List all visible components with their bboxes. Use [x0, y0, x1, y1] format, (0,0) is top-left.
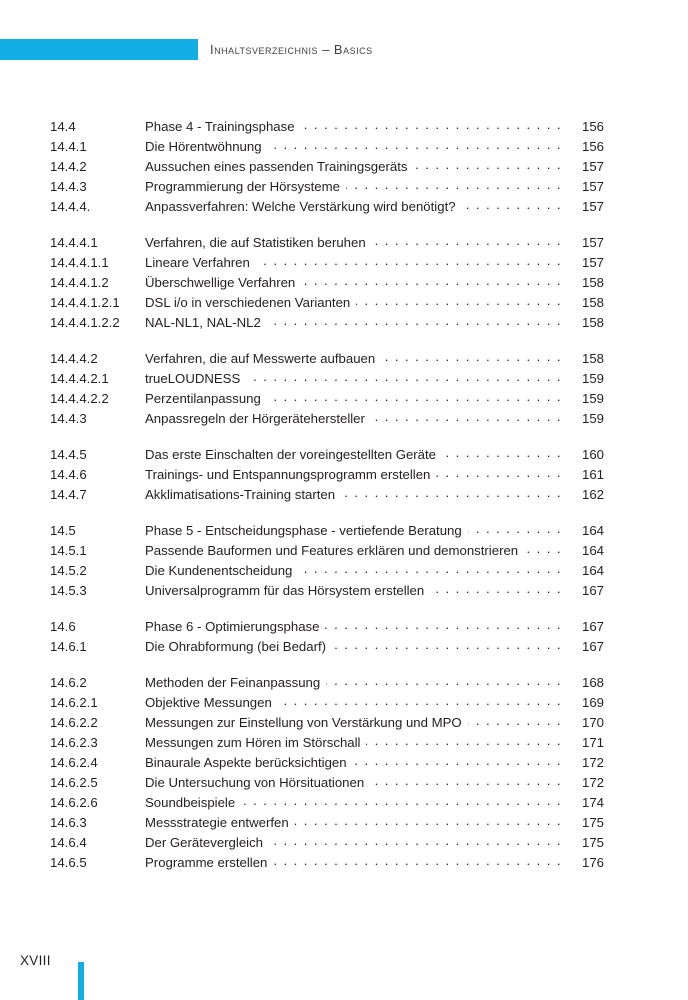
toc-entry[interactable]: [50, 638, 604, 658]
toc-entry[interactable]: [50, 854, 604, 874]
toc-entry[interactable]: [50, 370, 604, 390]
toc-entry[interactable]: [50, 834, 604, 854]
toc-entry-page: 167: [581, 639, 604, 654]
toc-group: [50, 350, 604, 430]
toc-dot-leader: [381, 350, 562, 363]
toc-dot-leader: [371, 410, 562, 423]
toc-entry-page: 176: [581, 855, 604, 870]
toc-dot-leader: [267, 390, 562, 403]
toc-entry-page: 158: [581, 315, 604, 330]
toc-entry-page: 167: [581, 619, 604, 634]
toc-entry[interactable]: [50, 294, 604, 314]
toc-entry-number: 14.4.1: [50, 139, 87, 154]
toc-entry-title: Aussuchen eines passenden Trainingsgeräts: [145, 159, 408, 174]
toc-entry[interactable]: [50, 486, 604, 506]
toc-entry-title: Perzentilanpassung: [145, 391, 261, 406]
toc-entry-number: 14.5: [50, 523, 76, 538]
toc-entry-page: 157: [581, 255, 604, 270]
toc-group: [50, 618, 604, 658]
toc-entry-title: Die Ohrabformung (bei Bedarf): [145, 639, 327, 654]
toc-entry-number: 14.5.3: [50, 583, 87, 598]
toc-entry-title: Programme erstellen: [145, 855, 268, 870]
toc-dot-leader: [341, 486, 562, 499]
toc-entry-page: 164: [581, 523, 604, 538]
toc-entry-number: 14.4.4.2: [50, 351, 98, 366]
toc-dot-leader: [246, 370, 562, 383]
toc-entry-page: 172: [581, 755, 604, 770]
toc-dot-leader: [273, 854, 562, 867]
toc-entry[interactable]: [50, 314, 604, 334]
toc-entry-page: 158: [581, 351, 604, 366]
toc-dot-leader: [301, 118, 562, 131]
table-of-contents: [50, 118, 604, 874]
toc-entry[interactable]: [50, 446, 604, 466]
toc-entry-title: Die Untersuchung von Hörsituationen: [145, 775, 365, 790]
toc-dot-leader: [468, 522, 562, 535]
toc-group: [50, 446, 604, 506]
toc-entry-title: Überschwellige Verfahren: [145, 275, 296, 290]
toc-entry-number: 14.6.2.6: [50, 795, 98, 810]
toc-entry-title: Akklimatisations-Training starten: [145, 487, 336, 502]
toc-entry-number: 14.4: [50, 119, 76, 134]
toc-entry[interactable]: [50, 562, 604, 582]
running-head-accent-bar: [0, 39, 198, 60]
toc-entry[interactable]: [50, 390, 604, 410]
toc-entry-title: Soundbeispiele: [145, 795, 236, 810]
toc-entry-title: Messungen zum Hören im Störschall: [145, 735, 361, 750]
toc-entry-title: Universalprogramm für das Hörsystem erstellen: [145, 583, 425, 598]
toc-entry-page: 156: [581, 119, 604, 134]
toc-entry[interactable]: [50, 674, 604, 694]
toc-entry-number: 14.6.2.4: [50, 755, 98, 770]
toc-entry-number: 14.4.4.2.2: [50, 391, 109, 406]
toc-entry-number: 14.4.2: [50, 159, 87, 174]
toc-entry[interactable]: [50, 714, 604, 734]
toc-entry-number: 14.4.3: [50, 179, 87, 194]
toc-entry-page: 157: [581, 235, 604, 250]
toc-entry-page: 171: [581, 735, 604, 750]
toc-entry-page: 159: [581, 391, 604, 406]
toc-entry-number: 14.6.3: [50, 815, 87, 830]
toc-entry[interactable]: [50, 466, 604, 486]
toc-entry-title: DSL i/o in verschiedenen Varianten: [145, 295, 351, 310]
toc-entry-page: 160: [581, 447, 604, 462]
toc-group: [50, 118, 604, 218]
toc-dot-leader: [372, 234, 562, 247]
toc-entry-page: 157: [581, 159, 604, 174]
toc-entry-title: Phase 6 - Optimierungsphase: [145, 619, 320, 634]
toc-dot-leader: [295, 814, 562, 827]
toc-entry-page: 158: [581, 295, 604, 310]
toc-entry[interactable]: [50, 138, 604, 158]
toc-entry-number: 14.4.4.1.1: [50, 255, 109, 270]
toc-entry-title: Programmierung der Hörsysteme: [145, 179, 340, 194]
toc-entry-title: Messungen zur Einstellung von Verstärkung und MPO: [145, 715, 462, 730]
toc-dot-leader: [442, 446, 562, 459]
toc-entry-number: 14.6.1: [50, 639, 87, 654]
toc-entry-title: Binaurale Aspekte berücksichtigen: [145, 755, 347, 770]
toc-dot-leader: [256, 254, 562, 267]
toc-entry-number: 14.6.2.3: [50, 735, 98, 750]
toc-dot-leader: [468, 714, 562, 727]
toc-entry-title: Verfahren, die auf Messwerte aufbauen: [145, 351, 376, 366]
toc-entry-page: 167: [581, 583, 604, 598]
toc-entry-number: 14.4.7: [50, 487, 87, 502]
toc-entry-number: 14.4.4.: [50, 199, 91, 214]
toc-entry[interactable]: [50, 118, 604, 138]
toc-dot-leader: [325, 618, 562, 631]
toc-entry-number: 14.4.4.1: [50, 235, 98, 250]
toc-entry-title: Das erste Einschalten der voreingestellten Geräte: [145, 447, 437, 462]
toc-entry[interactable]: [50, 542, 604, 562]
running-head-title: Inhaltsverzeichnis – Basics: [210, 42, 373, 57]
toc-entry[interactable]: [50, 254, 604, 274]
toc-entry[interactable]: [50, 582, 604, 602]
toc-group: [50, 674, 604, 874]
toc-entry-page: 159: [581, 371, 604, 386]
toc-entry-page: 170: [581, 715, 604, 730]
toc-entry-number: 14.6.2.2: [50, 715, 98, 730]
toc-entry-page: 169: [581, 695, 604, 710]
toc-dot-leader: [268, 138, 562, 151]
toc-dot-leader: [356, 294, 562, 307]
toc-entry[interactable]: [50, 198, 604, 218]
toc-entry[interactable]: [50, 814, 604, 834]
toc-dot-leader: [436, 466, 562, 479]
toc-entry-page: 159: [581, 411, 604, 426]
toc-entry-number: 14.6.2: [50, 675, 87, 690]
toc-entry-title: Phase 5 - Entscheidungsphase - vertiefende Beratung: [145, 523, 462, 538]
toc-entry-number: 14.4.3: [50, 411, 87, 426]
toc-entry-title: Die Kundenentscheidung: [145, 563, 293, 578]
toc-entry[interactable]: [50, 350, 604, 370]
toc-entry-page: 157: [581, 199, 604, 214]
toc-entry-title: Methoden der Feinanpassung: [145, 675, 321, 690]
toc-dot-leader: [353, 754, 562, 767]
toc-entry-number: 14.4.4.1.2.2: [50, 315, 120, 330]
toc-entry-number: 14.4.6: [50, 467, 87, 482]
toc-entry-page: 175: [581, 815, 604, 830]
toc-dot-leader: [413, 158, 562, 171]
toc-entry-title: Passende Bauformen und Features erklären und demonstrieren: [145, 543, 519, 558]
toc-entry-page: 161: [581, 467, 604, 482]
toc-entry[interactable]: [50, 694, 604, 714]
toc-dot-leader: [462, 198, 562, 211]
toc-dot-leader: [370, 774, 562, 787]
toc-entry-page: 168: [581, 675, 604, 690]
toc-entry-number: 14.6.4: [50, 835, 87, 850]
toc-entry-number: 14.4.4.1.2.1: [50, 295, 120, 310]
toc-entry-title: Messstrategie entwerfen: [145, 815, 289, 830]
toc-dot-leader: [332, 638, 562, 651]
toc-entry-page: 172: [581, 775, 604, 790]
toc-entry-title: NAL-NL1, NAL-NL2: [145, 315, 261, 330]
toc-entry-title: Verfahren, die auf Statistiken beruhen: [145, 235, 366, 250]
toc-entry-number: 14.5.2: [50, 563, 87, 578]
toc-entry-title: Trainings- und Entspannungsprogramm erstellen: [145, 467, 431, 482]
toc-entry[interactable]: [50, 618, 604, 638]
toc-dot-leader: [524, 542, 562, 555]
toc-entry[interactable]: [50, 754, 604, 774]
toc-entry-number: 14.5.1: [50, 543, 87, 558]
toc-dot-leader: [430, 582, 562, 595]
footer-accent-bar: [78, 962, 84, 1000]
toc-entry-page: 164: [581, 543, 604, 558]
toc-entry[interactable]: [50, 774, 604, 794]
toc-entry-number: 14.4.4.2.1: [50, 371, 109, 386]
toc-dot-leader: [267, 314, 562, 327]
toc-dot-leader: [278, 694, 562, 707]
toc-entry-page: 157: [581, 179, 604, 194]
toc-entry[interactable]: [50, 734, 604, 754]
toc-entry-title: Anpassverfahren: Welche Verstärkung wird benötigt?: [145, 199, 456, 214]
toc-group: [50, 234, 604, 334]
toc-dot-leader: [326, 674, 562, 687]
toc-entry-page: 156: [581, 139, 604, 154]
toc-entry-title: Objektive Messungen: [145, 695, 272, 710]
toc-entry[interactable]: [50, 234, 604, 254]
toc-entry-title: Anpassregeln der Hörgerätehersteller: [145, 411, 365, 426]
toc-group: [50, 522, 604, 602]
toc-entry-page: 162: [581, 487, 604, 502]
toc-dot-leader: [301, 274, 562, 287]
toc-entry-number: 14.4.4.1.2: [50, 275, 109, 290]
toc-entry-title: Die Hörentwöhnung: [145, 139, 262, 154]
toc-entry-title: Der Gerätevergleich: [145, 835, 264, 850]
toc-entry[interactable]: [50, 274, 604, 294]
toc-entry-number: 14.6.2.5: [50, 775, 98, 790]
toc-entry-page: 164: [581, 563, 604, 578]
toc-entry-title: Lineare Verfahren: [145, 255, 250, 270]
toc-entry[interactable]: [50, 794, 604, 814]
toc-entry[interactable]: [50, 410, 604, 430]
toc-entry-title: Phase 4 - Trainingsphase: [145, 119, 295, 134]
toc-dot-leader: [269, 834, 562, 847]
running-head: [0, 39, 688, 60]
toc-dot-leader: [298, 562, 562, 575]
page-number: XVIII: [20, 953, 51, 968]
toc-entry[interactable]: [50, 522, 604, 542]
toc-dot-leader: [366, 734, 562, 747]
toc-entry-number: 14.4.5: [50, 447, 87, 462]
toc-entry-title: trueLOUDNESS: [145, 371, 241, 386]
toc-entry-number: 14.6: [50, 619, 76, 634]
toc-entry[interactable]: [50, 158, 604, 178]
toc-entry-number: 14.6.2.1: [50, 695, 98, 710]
toc-entry-page: 174: [581, 795, 604, 810]
toc-dot-leader: [346, 178, 562, 191]
toc-entry[interactable]: [50, 178, 604, 198]
toc-entry-page: 175: [581, 835, 604, 850]
toc-dot-leader: [241, 794, 562, 807]
toc-entry-number: 14.6.5: [50, 855, 87, 870]
running-head-section-label: Inhalt: [642, 42, 678, 56]
toc-entry-page: 158: [581, 275, 604, 290]
